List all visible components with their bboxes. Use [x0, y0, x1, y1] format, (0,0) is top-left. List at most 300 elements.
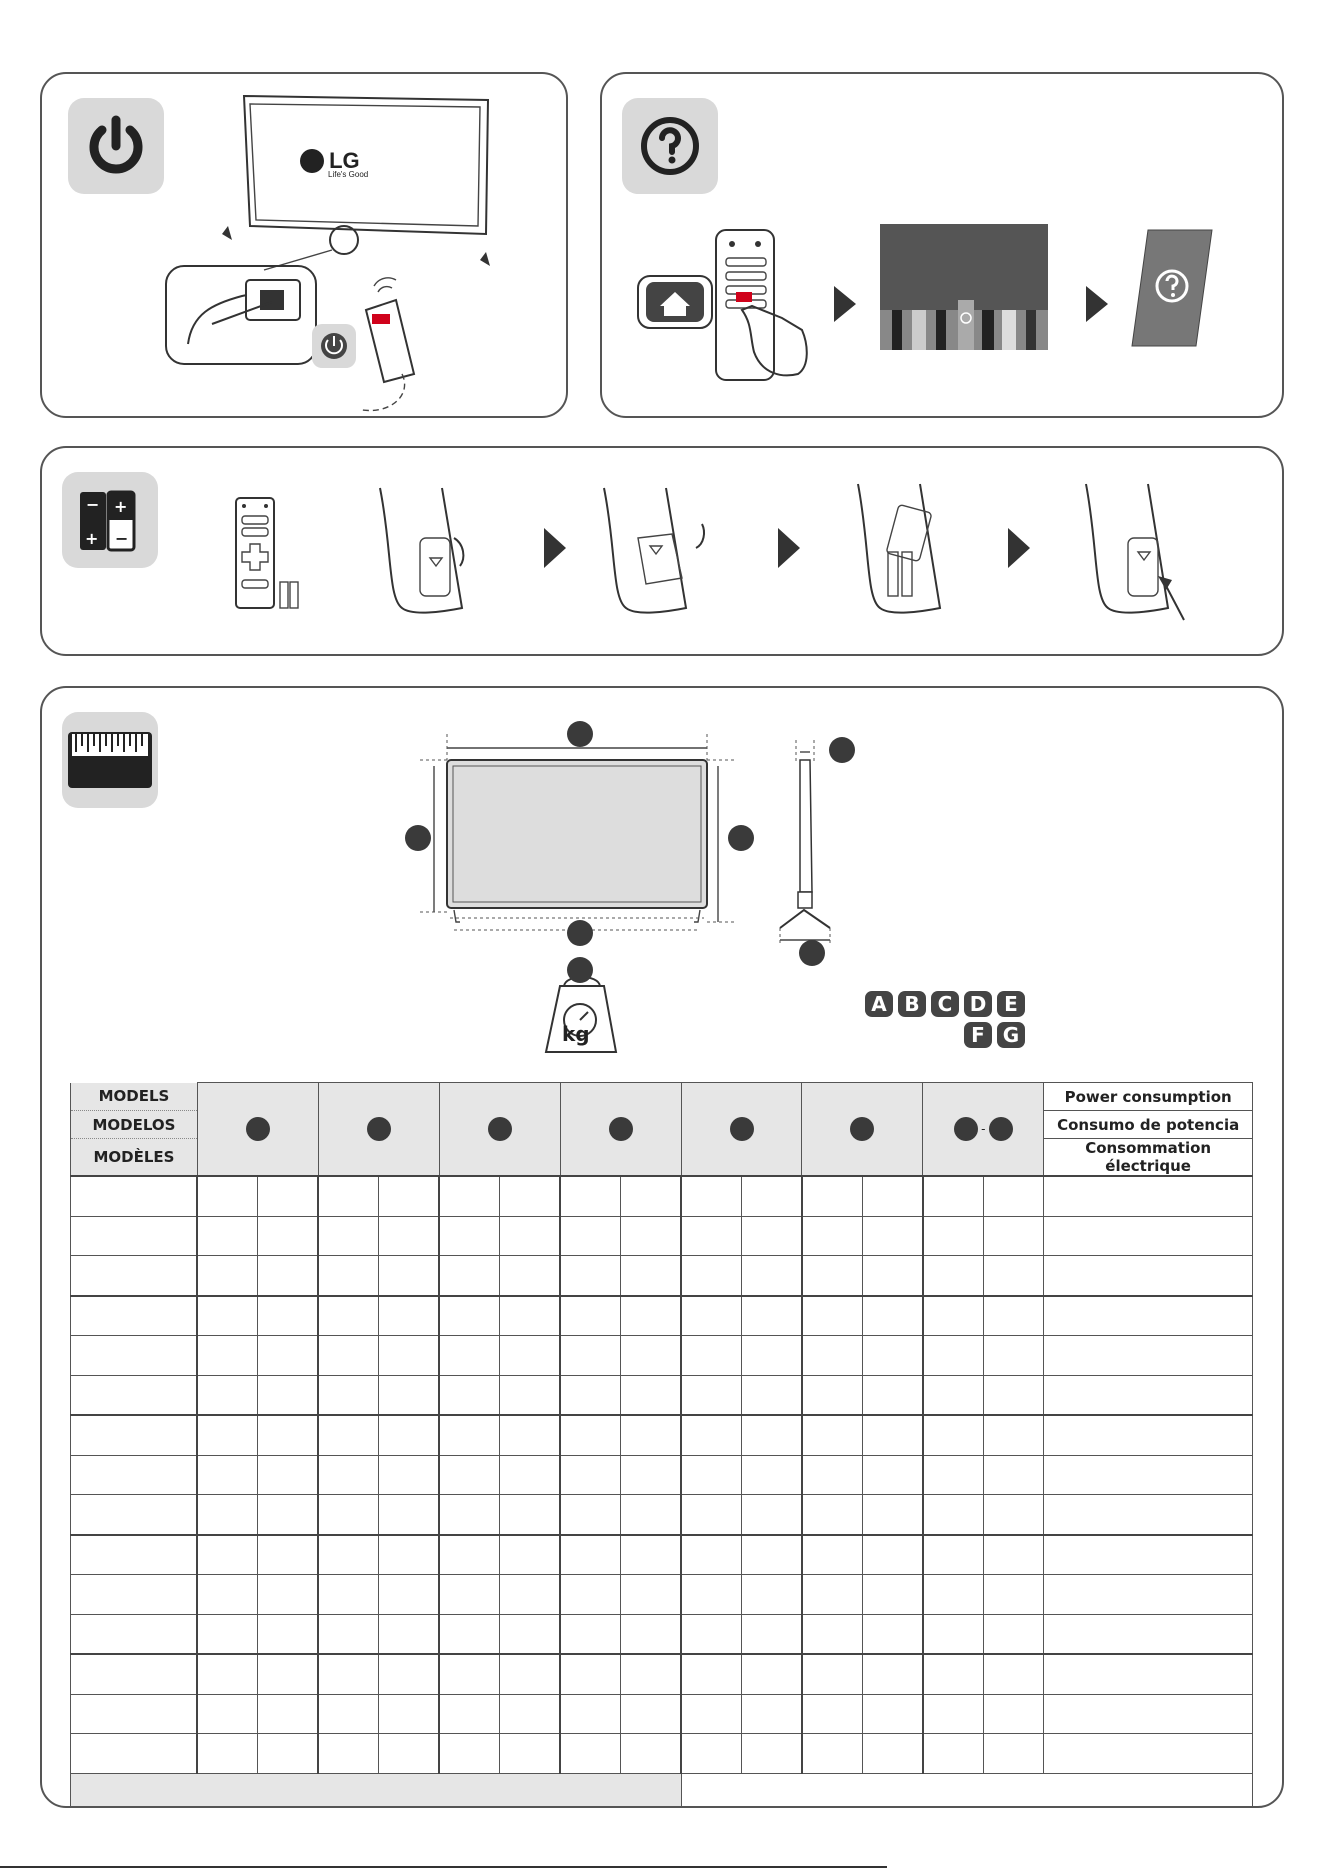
table-cell	[923, 1296, 983, 1336]
table-cell	[923, 1614, 983, 1654]
table-cell	[742, 1455, 802, 1495]
table-cell	[500, 1415, 560, 1455]
table-cell	[560, 1694, 620, 1734]
table-cell	[621, 1375, 681, 1415]
table-cell	[802, 1734, 862, 1774]
table-cell	[71, 1176, 198, 1216]
dim-marker-height-left	[405, 825, 431, 851]
table-cell	[621, 1654, 681, 1694]
header-power-es: Consumo de potencia	[1044, 1111, 1253, 1139]
table-cell	[621, 1176, 681, 1216]
table-cell	[439, 1455, 499, 1495]
table-cell	[258, 1495, 318, 1535]
table-cell	[1044, 1455, 1253, 1495]
table-cell	[439, 1375, 499, 1415]
table-cell	[681, 1535, 741, 1575]
table-cell	[621, 1535, 681, 1575]
footer-rule	[0, 1866, 887, 1868]
table-cell	[71, 1256, 198, 1296]
header-dim-marker	[367, 1117, 391, 1141]
table-cell	[1044, 1694, 1253, 1734]
table-cell	[379, 1575, 439, 1615]
table-cell	[318, 1575, 378, 1615]
table-cell	[802, 1375, 862, 1415]
table-cell	[500, 1495, 560, 1535]
table-cell	[71, 1415, 198, 1455]
table-cell	[318, 1176, 378, 1216]
table-cell	[318, 1694, 378, 1734]
header-dim-marker	[609, 1117, 633, 1141]
table-cell	[742, 1415, 802, 1455]
table-cell	[439, 1575, 499, 1615]
header-models-en: MODELS	[71, 1083, 198, 1111]
table-cell	[621, 1575, 681, 1615]
table-cell	[197, 1694, 257, 1734]
table-cell	[862, 1415, 922, 1455]
table-cell	[71, 1654, 198, 1694]
range-separator: -	[981, 1122, 986, 1136]
table-cell	[197, 1535, 257, 1575]
table-cell	[802, 1176, 862, 1216]
table-cell	[862, 1336, 922, 1376]
table-cell	[681, 1296, 741, 1336]
table-row	[71, 1375, 1253, 1415]
table-cell	[71, 1455, 198, 1495]
table-row	[71, 1216, 1253, 1256]
table-cell	[802, 1654, 862, 1694]
letter-e: E	[997, 991, 1025, 1017]
table-row	[71, 1734, 1253, 1774]
table-cell	[802, 1216, 862, 1256]
table-cell	[983, 1614, 1043, 1654]
table-row	[71, 1256, 1253, 1296]
table-cell	[681, 1216, 741, 1256]
table-cell	[71, 1296, 198, 1336]
table-cell	[983, 1336, 1043, 1376]
table-cell	[862, 1734, 922, 1774]
table-cell	[681, 1375, 741, 1415]
table-cell	[258, 1734, 318, 1774]
table-cell	[1044, 1614, 1253, 1654]
table-cell	[621, 1495, 681, 1535]
table-cell	[802, 1256, 862, 1296]
table-cell	[560, 1296, 620, 1336]
table-cell	[500, 1654, 560, 1694]
table-cell	[802, 1495, 862, 1535]
table-cell	[439, 1415, 499, 1455]
table-footer-shaded	[71, 1773, 682, 1806]
table-row	[71, 1694, 1253, 1734]
table-cell	[197, 1495, 257, 1535]
table-cell	[1044, 1415, 1253, 1455]
table-cell	[560, 1455, 620, 1495]
table-cell	[439, 1216, 499, 1256]
table-cell	[258, 1694, 318, 1734]
table-cell	[560, 1415, 620, 1455]
table-cell	[862, 1535, 922, 1575]
table-cell	[983, 1575, 1043, 1615]
table-cell	[621, 1455, 681, 1495]
header-dim-3	[439, 1083, 560, 1177]
dim-marker-width	[567, 721, 593, 747]
header-power-en: Power consumption	[1044, 1083, 1253, 1111]
table-cell	[439, 1654, 499, 1694]
table-cell	[802, 1575, 862, 1615]
table-cell	[258, 1336, 318, 1376]
letter-b: B	[898, 991, 926, 1017]
table-cell	[802, 1614, 862, 1654]
table-cell	[560, 1375, 620, 1415]
table-cell	[1044, 1296, 1253, 1336]
table-cell	[923, 1216, 983, 1256]
header-dim-marker	[730, 1117, 754, 1141]
dim-marker-weight	[567, 957, 593, 983]
table-cell	[318, 1614, 378, 1654]
table-cell	[983, 1375, 1043, 1415]
table-cell	[560, 1336, 620, 1376]
header-dim-6	[802, 1083, 923, 1177]
table-cell	[742, 1614, 802, 1654]
table-cell	[71, 1575, 198, 1615]
table-cell	[318, 1535, 378, 1575]
table-cell	[802, 1694, 862, 1734]
table-cell	[923, 1495, 983, 1535]
table-cell	[742, 1495, 802, 1535]
svg-text:−: −	[86, 495, 100, 514]
table-cell	[318, 1455, 378, 1495]
table-cell	[560, 1176, 620, 1216]
table-cell	[802, 1296, 862, 1336]
table-cell	[983, 1256, 1043, 1296]
table-cell	[681, 1415, 741, 1455]
table-cell	[197, 1256, 257, 1296]
table-cell	[983, 1495, 1043, 1535]
table-cell	[742, 1535, 802, 1575]
table-cell	[197, 1216, 257, 1256]
table-cell	[742, 1216, 802, 1256]
table-row	[71, 1495, 1253, 1535]
table-cell	[862, 1296, 922, 1336]
letter-c: C	[931, 991, 959, 1017]
header-dim-marker	[246, 1117, 270, 1141]
table-cell	[318, 1734, 378, 1774]
table-cell	[923, 1694, 983, 1734]
header-dim-2	[318, 1083, 439, 1177]
table-cell	[983, 1535, 1043, 1575]
table-cell	[983, 1455, 1043, 1495]
header-power-fr: Consommation électrique	[1044, 1139, 1253, 1177]
table-cell	[742, 1336, 802, 1376]
table-cell	[742, 1256, 802, 1296]
table-cell	[923, 1415, 983, 1455]
table-cell	[500, 1375, 560, 1415]
table-cell	[500, 1296, 560, 1336]
table-cell	[923, 1575, 983, 1615]
table-row	[71, 1296, 1253, 1336]
table-cell	[560, 1495, 620, 1535]
letter-f: F	[964, 1022, 992, 1048]
weight-unit: kg	[562, 1022, 590, 1046]
table-row	[71, 1614, 1253, 1654]
table-cell	[681, 1455, 741, 1495]
table-row	[71, 1336, 1253, 1376]
svg-text:−: −	[115, 529, 129, 548]
table-cell	[621, 1256, 681, 1296]
table-cell	[197, 1336, 257, 1376]
table-cell	[379, 1415, 439, 1455]
table-cell	[983, 1734, 1043, 1774]
table-cell	[681, 1256, 741, 1296]
table-cell	[1044, 1375, 1253, 1415]
table-cell	[197, 1375, 257, 1415]
table-cell	[258, 1614, 318, 1654]
table-cell	[802, 1336, 862, 1376]
table-cell	[318, 1375, 378, 1415]
table-cell	[621, 1415, 681, 1455]
table-cell	[923, 1375, 983, 1415]
table-cell	[560, 1734, 620, 1774]
table-cell	[862, 1375, 922, 1415]
table-cell	[621, 1734, 681, 1774]
table-cell	[681, 1176, 741, 1216]
table-cell	[318, 1216, 378, 1256]
table-cell	[560, 1654, 620, 1694]
table-cell	[439, 1694, 499, 1734]
table-cell	[439, 1256, 499, 1296]
table-cell	[923, 1734, 983, 1774]
table-cell	[1044, 1495, 1253, 1535]
table-cell	[681, 1694, 741, 1734]
table-cell	[862, 1256, 922, 1296]
table-cell	[439, 1734, 499, 1774]
table-cell	[258, 1575, 318, 1615]
table-cell	[681, 1575, 741, 1615]
header-dim-marker	[954, 1117, 978, 1141]
model-specs-table	[70, 1082, 1253, 1807]
letter-a: A	[865, 991, 893, 1017]
table-cell	[802, 1535, 862, 1575]
table-cell	[379, 1176, 439, 1216]
table-row	[71, 1415, 1253, 1455]
table-cell	[439, 1495, 499, 1535]
table-cell	[197, 1455, 257, 1495]
svg-text:+: +	[85, 529, 99, 548]
table-cell	[318, 1495, 378, 1535]
table-body	[71, 1176, 1253, 1773]
table-cell	[621, 1614, 681, 1654]
table-cell	[862, 1694, 922, 1734]
table-cell	[258, 1375, 318, 1415]
table-cell	[379, 1375, 439, 1415]
header-dim-4	[560, 1083, 681, 1177]
table-cell	[379, 1495, 439, 1535]
table-cell	[1044, 1176, 1253, 1216]
table-cell	[379, 1614, 439, 1654]
table-cell	[71, 1495, 198, 1535]
table-cell	[560, 1256, 620, 1296]
table-cell	[681, 1734, 741, 1774]
header-dim-range	[923, 1083, 1044, 1177]
table-cell	[802, 1455, 862, 1495]
table-cell	[983, 1415, 1043, 1455]
table-cell	[862, 1216, 922, 1256]
table-cell	[197, 1176, 257, 1216]
table-cell	[742, 1375, 802, 1415]
dim-marker-stand-depth	[799, 940, 825, 966]
table-cell	[621, 1296, 681, 1336]
table-cell	[439, 1336, 499, 1376]
table-cell	[500, 1176, 560, 1216]
table-cell	[742, 1694, 802, 1734]
table-cell	[500, 1694, 560, 1734]
lg-logo-text: LG	[329, 148, 360, 173]
table-cell	[621, 1694, 681, 1734]
table-cell	[983, 1654, 1043, 1694]
table-cell	[318, 1296, 378, 1336]
table-cell	[621, 1336, 681, 1376]
table-cell	[742, 1176, 802, 1216]
table-cell	[500, 1455, 560, 1495]
table-cell	[258, 1176, 318, 1216]
table-cell	[681, 1654, 741, 1694]
table-cell	[923, 1176, 983, 1216]
header-dim-marker	[989, 1117, 1013, 1141]
table-cell	[379, 1535, 439, 1575]
table-cell	[197, 1614, 257, 1654]
header-models-fr: MODÈLES	[71, 1139, 198, 1177]
svg-text:+: +	[114, 497, 128, 516]
table-cell	[983, 1296, 1043, 1336]
table-cell	[742, 1654, 802, 1694]
table-cell	[379, 1256, 439, 1296]
table-cell	[862, 1495, 922, 1535]
table-cell	[681, 1336, 741, 1376]
table-cell	[71, 1734, 198, 1774]
dim-marker-stand-width	[567, 920, 593, 946]
table-cell	[500, 1614, 560, 1654]
table-cell	[318, 1415, 378, 1455]
table-cell	[258, 1535, 318, 1575]
table-row	[71, 1176, 1253, 1216]
table-cell	[862, 1575, 922, 1615]
table-cell	[862, 1614, 922, 1654]
table-cell	[379, 1734, 439, 1774]
table-cell	[923, 1256, 983, 1296]
table-cell	[681, 1614, 741, 1654]
table-cell	[742, 1734, 802, 1774]
table-cell	[379, 1654, 439, 1694]
table-cell	[1044, 1535, 1253, 1575]
table-cell	[258, 1296, 318, 1336]
table-cell	[983, 1216, 1043, 1256]
table-cell	[258, 1256, 318, 1296]
table-cell	[560, 1216, 620, 1256]
table-cell	[862, 1654, 922, 1694]
table-cell	[500, 1336, 560, 1376]
table-cell	[500, 1216, 560, 1256]
table-cell	[258, 1415, 318, 1455]
table-cell	[379, 1296, 439, 1336]
table-cell	[197, 1654, 257, 1694]
table-cell	[439, 1614, 499, 1654]
table-cell	[1044, 1654, 1253, 1694]
table-cell	[439, 1176, 499, 1216]
table-cell	[197, 1296, 257, 1336]
table-cell	[318, 1256, 378, 1296]
table-cell	[681, 1495, 741, 1535]
header-dim-1	[197, 1083, 318, 1177]
table-cell	[379, 1336, 439, 1376]
table-cell	[802, 1415, 862, 1455]
table-cell	[500, 1734, 560, 1774]
table-cell	[983, 1694, 1043, 1734]
letter-g: G	[997, 1022, 1025, 1048]
table-row	[71, 1575, 1253, 1615]
table-row	[71, 1535, 1253, 1575]
table-cell	[500, 1575, 560, 1615]
table-cell	[1044, 1216, 1253, 1256]
table-cell	[71, 1535, 198, 1575]
table-cell	[923, 1654, 983, 1694]
table-cell	[1044, 1575, 1253, 1615]
table-cell	[923, 1455, 983, 1495]
table-cell	[379, 1455, 439, 1495]
letter-d: D	[964, 991, 992, 1017]
table-row	[71, 1654, 1253, 1694]
table-cell	[742, 1575, 802, 1615]
table-cell	[197, 1415, 257, 1455]
table-cell	[983, 1176, 1043, 1216]
table-cell	[71, 1336, 198, 1376]
table-cell	[862, 1176, 922, 1216]
table-cell	[439, 1296, 499, 1336]
table-cell	[1044, 1336, 1253, 1376]
table-cell	[197, 1734, 257, 1774]
table-cell	[71, 1614, 198, 1654]
table-cell	[1044, 1256, 1253, 1296]
table-cell	[71, 1694, 198, 1734]
table-cell	[923, 1535, 983, 1575]
table-cell	[560, 1535, 620, 1575]
table-cell	[923, 1336, 983, 1376]
table-footer-blank	[681, 1773, 1252, 1806]
table-cell	[500, 1535, 560, 1575]
table-cell	[197, 1575, 257, 1615]
table-cell	[560, 1575, 620, 1615]
table-cell	[560, 1614, 620, 1654]
dim-marker-depth	[829, 737, 855, 763]
table-cell	[1044, 1734, 1253, 1774]
dim-marker-height-right	[728, 825, 754, 851]
table-cell	[258, 1216, 318, 1256]
table-cell	[258, 1654, 318, 1694]
table-cell	[71, 1375, 198, 1415]
table-cell	[379, 1694, 439, 1734]
header-dim-marker	[850, 1117, 874, 1141]
header-dim-5	[681, 1083, 802, 1177]
table-cell	[379, 1216, 439, 1256]
lg-tagline: Life's Good	[328, 170, 369, 179]
table-cell	[742, 1296, 802, 1336]
table-cell	[439, 1535, 499, 1575]
table-cell	[318, 1336, 378, 1376]
table-cell	[621, 1216, 681, 1256]
table-cell	[500, 1256, 560, 1296]
table-cell	[71, 1216, 198, 1256]
header-models-es: MODELOS	[71, 1111, 198, 1139]
table-cell	[318, 1654, 378, 1694]
table-row	[71, 1455, 1253, 1495]
